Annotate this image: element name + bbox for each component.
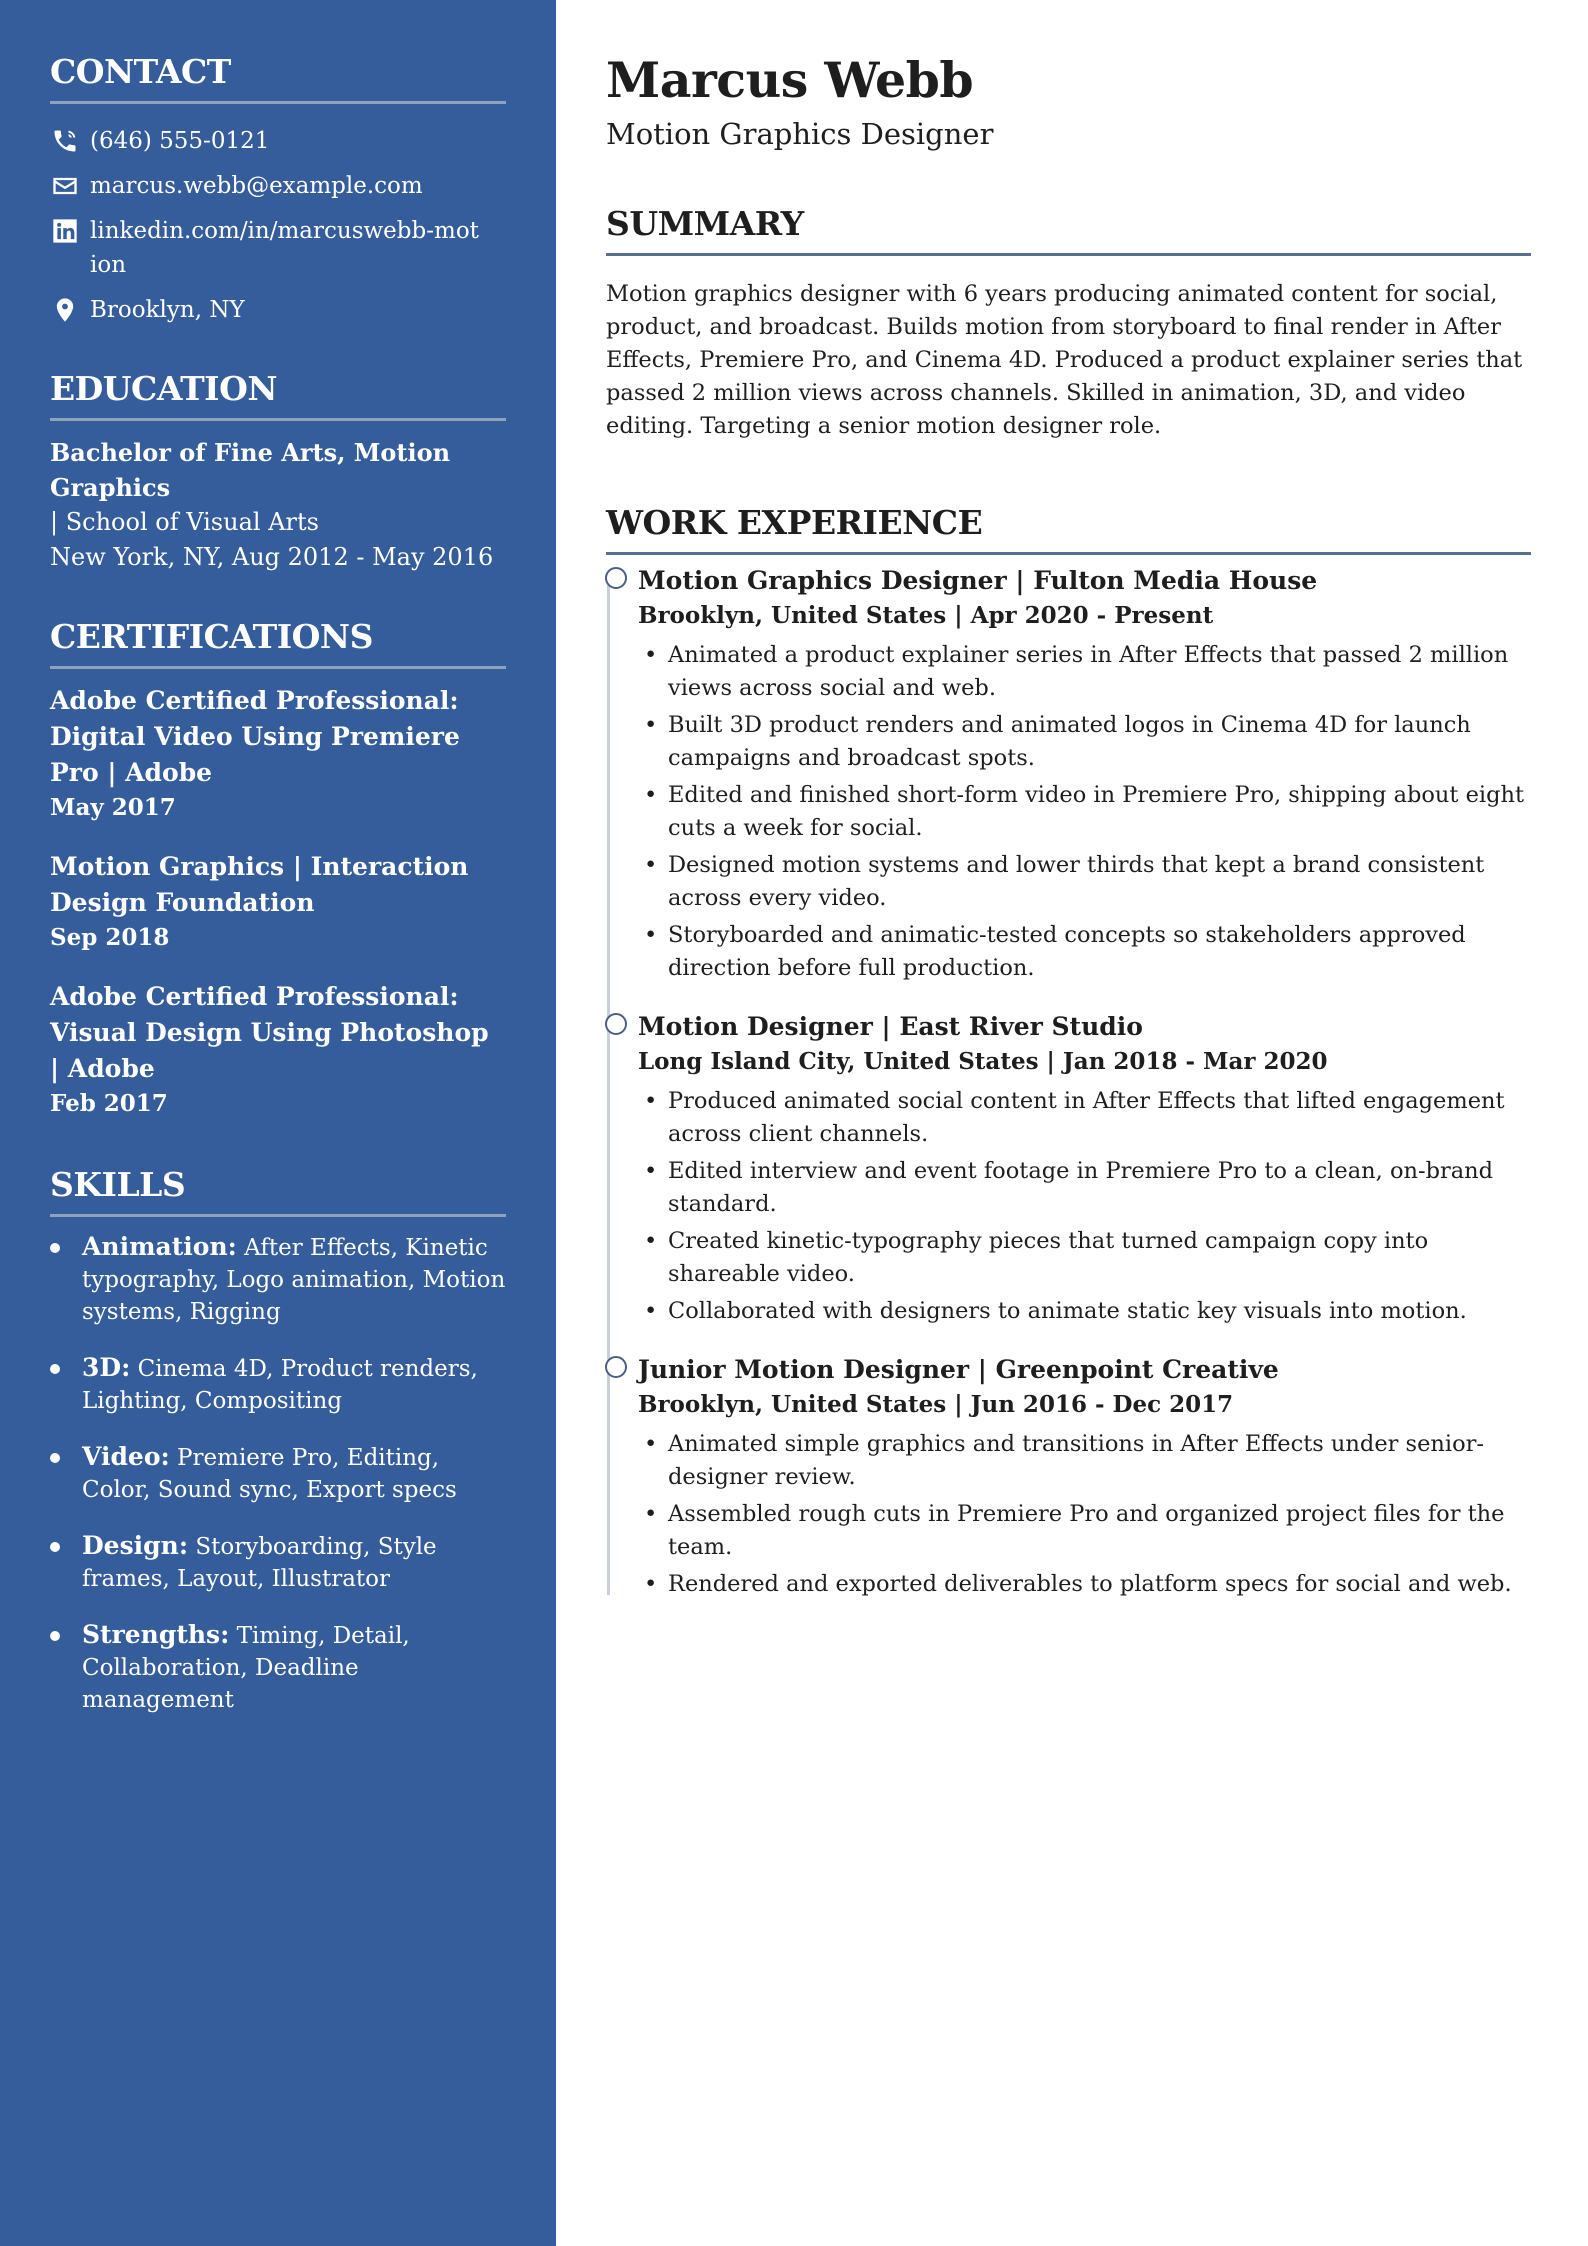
contact-list	[50, 124, 506, 327]
skill-category: Animation:	[82, 1232, 237, 1261]
certification-title: Motion Graphics | Interaction Design Foundation	[50, 852, 469, 917]
skills-heading: SKILLS	[50, 1165, 506, 1217]
education-location-dates: New York, NY, Aug 2012 - May 2016	[50, 543, 494, 571]
skill-values: Storyboarding, Style frames, Layout, Illustrator	[82, 1534, 437, 1592]
job-bullet: • Storyboarded and animatic-tested concepts so stakeholders approved direction before full production.	[638, 919, 1531, 985]
contact-location-text: Brooklyn, NY	[90, 297, 245, 323]
skills-section	[50, 1165, 506, 1716]
skill-values: Premiere Pro, Editing, Color, Sound sync, Export specs	[82, 1445, 457, 1503]
skill-values: Cinema 4D, Product renders, Lighting, Compositing	[82, 1356, 478, 1414]
job-bullets	[638, 1085, 1531, 1328]
certification-item	[50, 849, 506, 955]
job-entry	[638, 1352, 1531, 1601]
certifications-heading: CERTIFICATIONS	[50, 617, 506, 669]
job-bullet: • Assembled rough cuts in Premiere Pro and organized project files for the team.	[638, 1498, 1531, 1564]
candidate-name: Marcus Webb	[606, 51, 974, 109]
skill-item	[50, 1231, 506, 1328]
contact-phone	[50, 124, 506, 158]
summary-section	[606, 204, 1531, 443]
location-icon	[50, 295, 80, 325]
education-section	[50, 369, 506, 575]
candidate-role: Motion Graphics Designer	[606, 117, 994, 151]
skill-category: Strengths:	[82, 1620, 230, 1649]
skill-item	[50, 1619, 506, 1716]
job-bullet: • Rendered and exported deliverables to platform specs for social and web.	[638, 1568, 1531, 1601]
skill-category: Video:	[82, 1442, 170, 1471]
job-title: Motion Graphics Designer | Fulton Media House	[638, 566, 1318, 595]
contact-linkedin	[50, 214, 506, 282]
email-icon	[50, 171, 80, 201]
timeline-dot-icon	[605, 567, 627, 589]
certification-date: Sep 2018	[50, 924, 170, 951]
contact-phone-text: (646) 555-0121	[90, 128, 270, 154]
skill-values: After Effects, Kinetic typography, Logo animation, Motion systems, Rigging	[82, 1235, 506, 1325]
timeline-dot-icon	[605, 1356, 627, 1378]
contact-heading: CONTACT	[50, 52, 506, 104]
certification-date: May 2017	[50, 794, 176, 821]
job-bullet: • Animated a product explainer series in After Effects that passed 2 million views across social and web.	[638, 639, 1531, 705]
contact-section	[50, 52, 506, 327]
job-entry	[638, 1009, 1531, 1328]
contact-location	[50, 293, 506, 327]
certification-item	[50, 979, 506, 1121]
job-bullet: • Designed motion systems and lower thirds that kept a brand consistent across every video.	[638, 849, 1531, 915]
contact-email	[50, 169, 506, 203]
sidebar	[0, 0, 556, 2246]
job-bullets	[638, 639, 1531, 985]
job-entry	[638, 563, 1531, 985]
job-bullet: • Created kinetic-typography pieces that turned campaign copy into shareable video.	[638, 1225, 1531, 1291]
education-degree: Bachelor of Fine Arts, Motion Graphics	[50, 438, 451, 502]
certification-title: Adobe Certified Professional: Visual Design Using Photoshop | Adobe	[50, 982, 489, 1083]
job-bullet: • Produced animated social content in After Effects that lifted engagement across client channels.	[638, 1085, 1531, 1151]
skill-item	[50, 1352, 506, 1417]
certification-title: Adobe Certified Professional: Digital Video Using Premiere Pro | Adobe	[50, 686, 460, 787]
job-bullet: • Animated simple graphics and transitions in After Effects under senior-designer review.	[638, 1428, 1531, 1494]
skill-item	[50, 1530, 506, 1595]
experience-timeline	[606, 563, 1531, 1601]
phone-icon	[50, 126, 80, 156]
job-bullet: • Built 3D product renders and animated logos in Cinema 4D for launch campaigns and broadcast spots.	[638, 709, 1531, 775]
skill-values: Timing, Detail, Collaboration, Deadline management	[82, 1623, 410, 1713]
job-title: Motion Designer | East River Studio	[638, 1012, 1143, 1041]
skills-list	[50, 1231, 506, 1716]
job-location-dates: Brooklyn, United States | Apr 2020 - Present	[638, 602, 1214, 629]
education-entry	[50, 435, 506, 575]
summary-heading: SUMMARY	[606, 204, 1531, 256]
experience-heading: WORK EXPERIENCE	[606, 503, 1531, 555]
job-title: Junior Motion Designer | Greenpoint Creative	[638, 1355, 1279, 1384]
experience-section	[606, 503, 1531, 1601]
contact-email-text[interactable]: marcus.webb@example.com	[90, 173, 423, 199]
job-location-dates: Brooklyn, United States | Jun 2016 - Dec 2017	[638, 1391, 1234, 1418]
certifications-section	[50, 617, 506, 1121]
job-bullet: • Edited and finished short-form video in Premiere Pro, shipping about eight cuts a week for social.	[638, 779, 1531, 845]
skill-item	[50, 1441, 506, 1506]
skill-category: 3D:	[82, 1353, 131, 1382]
certification-date: Feb 2017	[50, 1090, 168, 1117]
job-bullets	[638, 1428, 1531, 1601]
job-bullet: • Collaborated with designers to animate static key visuals into motion.	[638, 1295, 1531, 1328]
contact-linkedin-text[interactable]: linkedin.com/in/marcuswebb-motion	[90, 218, 479, 278]
job-bullet: • Edited interview and event footage in Premiere Pro to a clean, on-brand standard.	[638, 1155, 1531, 1221]
certification-item	[50, 683, 506, 825]
job-location-dates: Long Island City, United States | Jan 2018 - Mar 2020	[638, 1048, 1328, 1075]
linkedin-icon	[50, 216, 80, 246]
summary-text: Motion graphics designer with 6 years producing animated content for social, product, and broadcast. Builds motion from storyboard to final render in After Effects, Premiere Pro, and Cinema 4D. Produced a product explainer series that passed 2 million views across channels. Skilled in animation, 3D, and video editing. Targeting a senior motion designer role.	[606, 281, 1523, 439]
timeline-dot-icon	[605, 1013, 627, 1035]
skill-category: Design:	[82, 1531, 189, 1560]
main-content	[606, 48, 1531, 1605]
education-school: | School of Visual Arts	[50, 508, 319, 536]
education-heading: EDUCATION	[50, 369, 506, 421]
